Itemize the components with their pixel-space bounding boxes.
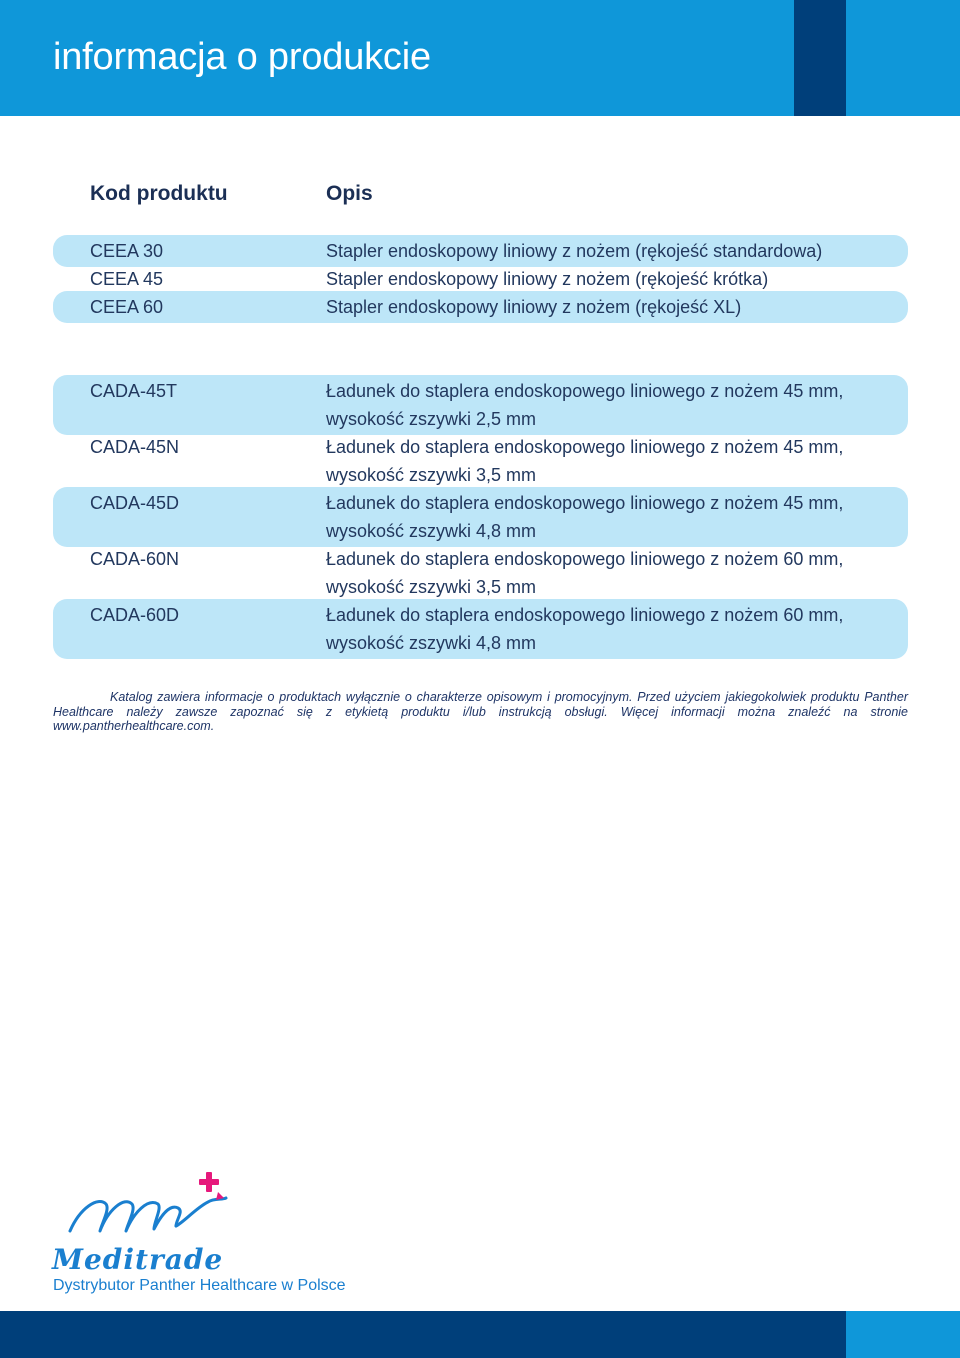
column-header-code: Kod produktu (90, 182, 228, 205)
product-description: Ładunek do staplera endoskopowego liniowego z nożem 45 mm, (326, 493, 844, 513)
brand-name: Meditrade (52, 1243, 224, 1276)
footer-accent (846, 1311, 960, 1358)
product-description: Stapler endoskopowy liniowy z nożem (rękojeść XL) (326, 297, 742, 317)
disclaimer-text (53, 690, 908, 734)
product-description: wysokość zszywki 2,5 mm (326, 409, 537, 429)
product-description: Ładunek do staplera endoskopowego liniowego z nożem 60 mm, (326, 605, 844, 625)
product-description: wysokość zszywki 4,8 mm (326, 521, 537, 541)
product-code: CADA-45D (90, 493, 180, 513)
column-header-description: Opis (326, 182, 373, 205)
disclaimer-content: Katalog zawiera informacje o produktach wyłącznie o charakterze opisowym i promocyjnym. Przed użyciem jakiegokolwiek produktu Panther Healthcare należy zawsze zapoznać się z etykietą produktu i/lub instrukcją obsługi. Więcej informacji można znaleźć na stronie www.pantherhealthcare.com. (53, 690, 908, 733)
product-code: CEEA 45 (90, 269, 164, 289)
footer-bar (0, 1311, 846, 1358)
product-description: Ładunek do staplera endoskopowego liniowego z nożem 45 mm, (326, 437, 844, 457)
product-description: wysokość zszywki 3,5 mm (326, 577, 537, 597)
product-description: wysokość zszywki 3,5 mm (326, 465, 537, 485)
product-description: Stapler endoskopowy liniowy z nożem (rękojeść krótka) (326, 269, 769, 289)
header-accent-stripe (794, 0, 846, 116)
distributor-tagline: Dystrybutor Panther Healthcare w Polsce (53, 1277, 346, 1294)
product-code: CADA-60N (90, 549, 180, 569)
product-code: CADA-45N (90, 437, 180, 457)
product-code: CEEA 30 (90, 241, 164, 261)
product-code: CADA-60D (90, 605, 180, 625)
product-description: Ładunek do staplera endoskopowego liniowego z nożem 60 mm, (326, 549, 844, 569)
product-code: CADA-45T (90, 381, 178, 401)
product-description: Ładunek do staplera endoskopowego liniowego z nożem 45 mm, (326, 381, 844, 401)
page-title: informacja o produkcie (53, 36, 431, 78)
product-description: wysokość zszywki 4,8 mm (326, 633, 537, 653)
product-code: CEEA 60 (90, 297, 164, 317)
product-description: Stapler endoskopowy liniowy z nożem (rękojeść standardowa) (326, 241, 823, 261)
